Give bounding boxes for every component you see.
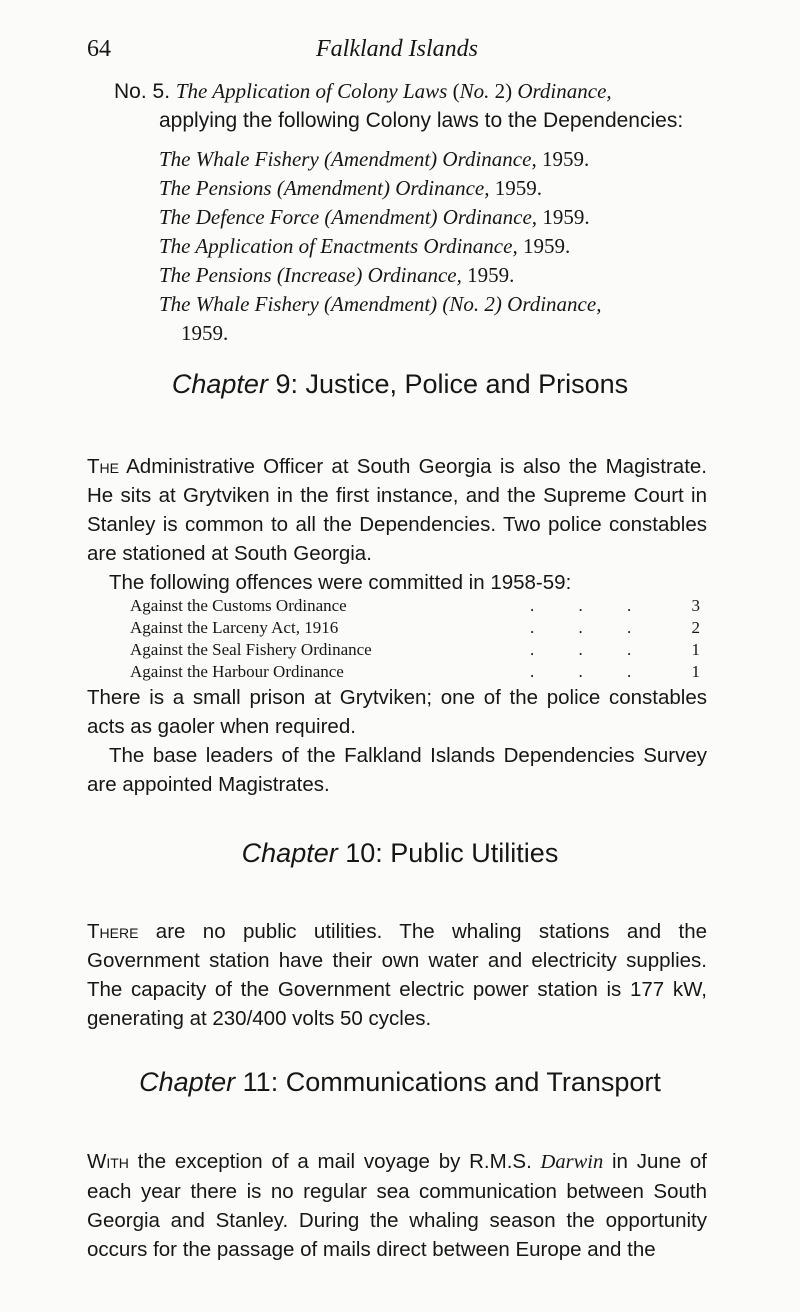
ordinance-item-year: 1959. <box>489 176 542 200</box>
chapter-title: 10: Public Utilities <box>337 838 559 868</box>
ordinance-item <box>159 145 724 174</box>
ordinance-no: No. <box>459 79 490 103</box>
offence-label: Against the Customs Ordinance <box>130 596 347 615</box>
ordinance-item-name: The Whale Fishery (Amendment) Ordinance, <box>159 147 537 171</box>
page-number: 64 <box>87 36 111 62</box>
offence-leader-dots: . . . <box>530 618 652 637</box>
ordinance-num: 2) <box>489 79 518 103</box>
chapter-9-paragraph-2: The following offences were committed in 1958-59: <box>109 571 572 594</box>
chapter-word: Chapter <box>139 1067 236 1097</box>
chapter-9-paragraph-3: There is a small prison at Grytviken; one of the police constables acts as gaoler when required. <box>87 686 707 738</box>
chapter-10-paragraph <box>87 917 707 1033</box>
chapter-9-heading <box>0 367 800 401</box>
offence-row <box>130 661 700 683</box>
chapter-10-heading <box>0 836 800 870</box>
chapter-9-paragraph-4: The base leaders of the Falkland Islands Dependencies Survey are appointed Magistrates. <box>87 744 707 796</box>
ship-name: Darwin <box>540 1151 604 1173</box>
ordinance-item <box>159 261 724 290</box>
offence-leader-dots: . . . <box>530 596 652 615</box>
ordinance-number: No. 5. <box>114 80 171 103</box>
lead-word: With <box>87 1150 129 1173</box>
ordinance-item-year: 1959. <box>537 205 590 229</box>
chapter-11-heading <box>0 1065 800 1099</box>
offence-label: Against the Harbour Ordinance <box>130 662 344 681</box>
ordinance-item-year: 1959. <box>461 263 515 287</box>
offence-count: 1 <box>691 640 700 659</box>
ordinance-item-year: 1959. <box>536 147 590 171</box>
chapter-11-paragraph <box>87 1147 707 1264</box>
offence-label: Against the Seal Fishery Ordinance <box>130 640 372 659</box>
lead-word: There <box>87 920 139 943</box>
ordinance-item <box>159 203 724 232</box>
chapter-word: Chapter <box>171 369 268 399</box>
chapter-title: 11: Communications and Transport <box>235 1067 661 1097</box>
running-title: Falkland Islands <box>316 36 478 62</box>
ordinance-paren-open: ( <box>447 79 460 103</box>
chapter-word: Chapter <box>241 838 338 868</box>
paragraph-text: Administrative Officer at South Georgia is also the Magistrate. He sits at Grytviken in the first instance, and the Supreme Court in Stanley is common to all the Dependencies. Two police constables are stationed at South Georgia. <box>87 455 707 565</box>
ordinance-item-name: The Pensions (Amendment) Ordinance, <box>159 176 490 200</box>
lead-word: The <box>87 455 119 478</box>
ordinance-item <box>159 232 724 261</box>
offence-row <box>130 617 700 639</box>
ordinance-list <box>114 145 724 348</box>
chapter-9-paragraph-1 <box>87 452 707 568</box>
ordinance-item-name: The Defence Force (Amendment) Ordinance, <box>159 205 538 229</box>
paragraph-text: in June of each year there is no regular sea communication between South Georgia and Stanley. During the whaling season the opportunity occurs for the passage of mails direct between Europe and the <box>87 1150 708 1261</box>
offence-count: 2 <box>691 618 700 637</box>
offence-label: Against the Larceny Act, 1916 <box>130 618 339 637</box>
offences-table <box>130 595 700 683</box>
paragraph-text: the exception of a mail voyage by R.M.S. <box>128 1150 541 1173</box>
ordinance-title: The Application of Colony Laws <box>175 79 448 103</box>
ordinance-item <box>159 290 724 319</box>
ordinance-title-end: Ordinance, <box>517 79 612 103</box>
ordinance-continuation: applying the following Colony laws to the Dependencies: <box>159 109 684 132</box>
chapter-title: 9: Justice, Police and Prisons <box>267 369 629 399</box>
offence-count: 3 <box>691 596 700 615</box>
offence-count: 1 <box>691 662 700 681</box>
ordinance-heading <box>114 77 724 106</box>
offence-leader-dots: . . . <box>530 640 652 659</box>
ordinance-block <box>114 77 724 348</box>
ordinance-item <box>159 174 724 203</box>
offence-row <box>130 595 700 617</box>
paragraph-text: are no public utilities. The whaling stations and the Government station have their own water and electricity supplies. The capacity of the Government electric power station is 177 kW, generating at 230/400 volts 50 cycles. <box>87 920 707 1030</box>
offence-leader-dots: . . . <box>530 662 652 681</box>
running-head <box>87 36 707 66</box>
ordinance-item-last-year: 1959. <box>181 321 229 345</box>
ordinance-item-year: 1959. <box>517 234 571 258</box>
offence-row <box>130 639 700 661</box>
ordinance-item-name: The Whale Fishery (Amendment) (No. 2) Ordinance, <box>159 292 602 316</box>
ordinance-item-name: The Application of Enactments Ordinance, <box>159 234 518 258</box>
ordinance-item-name: The Pensions (Increase) Ordinance, <box>159 263 462 287</box>
